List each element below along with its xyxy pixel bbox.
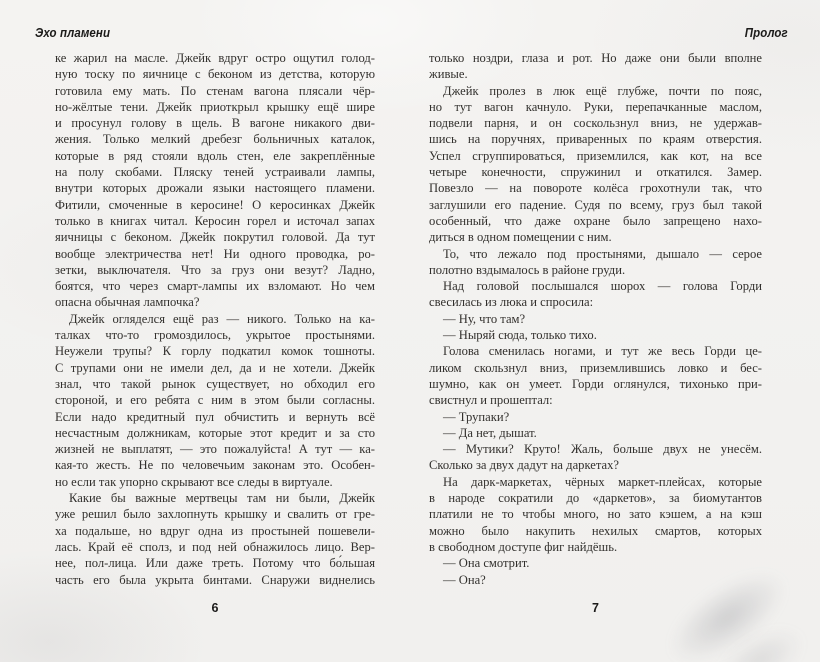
text-line: Голова сменилась ногами, и тут же весь Горди це- [443,344,762,359]
text-line: Если надо кредитный пул обчистить и вернуть всё [55,409,375,424]
text-line: внутри которых дрожали языки настоящего пламени. [55,181,375,196]
text-line: Успел сгруппироваться, приземлился, как кот, на все [429,148,762,163]
text-line: Неужели трупы? К горлу подкатил комок тошноты. [55,344,375,359]
text-line: — Ныряй сюда, только тихо. [443,328,597,343]
text-line: диться в одном помещении с ним. [429,230,612,245]
text-line: свистнул и прошептал: [429,393,553,408]
text-line: которые в ряд стояли вдоль стен, еле закреплённые [55,148,375,163]
text-line: — Мутики? Круто! Жаль, больше двух не унесём. [443,442,762,457]
text-line: можно было накупить нехилых смартов, которых [429,523,762,538]
text-line: нее, пол-лица. Или даже треть. Потому что бо́льшая [55,556,375,571]
text-line: — Да нет, дышат. [443,425,537,440]
text-line: кая-то жесть. Не по человечьим законам это. Особен- [55,458,375,473]
right-text-block [429,50,762,588]
text-line: — Она смотрит. [443,556,530,571]
left-page-number: 6 [211,601,219,615]
text-line: лась. Край её сполз, и под ней обнажилось лицо. Вер- [55,539,375,554]
text-line: ха подальше, но вдруг одна из простыней пошевели- [55,523,375,538]
text-line: но тут вагон качнуло. Руки, перепачканные маслом, [429,99,762,114]
text-line: заглушили его падение. Судя по всему, груз был такой [429,197,762,212]
text-line: в народе сократили до «даркетов», за биомутантов [429,491,762,506]
text-line: Какие бы важные мертвецы там ни были, Джейк [69,491,375,506]
text-line: То, что лежало под простынями, дышало — серое [443,246,762,261]
text-line: Повезло — на повороте колёса грохотнули так, что [429,181,762,196]
left-text-block [55,50,375,588]
text-line: шись на поручнях, приваренных по краям отверстия. [429,132,762,147]
text-line: С трупами они не имели дел, да и не хотели. Джейк [55,360,375,375]
text-line: ке жарил на масле. Джейк вдруг остро ощутил голод- [55,51,375,65]
right-running-head: Пролог [744,26,788,40]
text-line: уже решил было захлопнуть крышку и свалить от гре- [55,507,375,522]
text-line: только в книгах читал. Керосин горел и источал запах [55,213,375,228]
text-line: подвели парня, и он соскользнул вниз, не удержав- [429,116,762,131]
text-line: полотно вздымалось в районе груди. [429,262,626,277]
text-line: в свободном доступе фиг найдёшь. [429,539,618,554]
text-line: — Ну, что там? [443,311,526,326]
text-line: живые. [429,67,468,82]
text-line: платили не то чтобы много, но зато кэшем, а на кэш [429,507,762,522]
text-line: опасна обычная лампочка? [55,295,200,310]
text-line: Фитили, смоченные в керосине! О керосинках Джейк [55,197,375,212]
text-line: вообще электричества нет! Ни одного проводка, ро- [55,246,375,261]
text-line: на полу скобами. Пляску теней устраивали лампы, [55,165,375,180]
text-line: шумно, как он умеет. Горди оглянулся, тихонько при- [429,376,762,391]
text-line: особенный, что даже охране было запрещено нахо- [429,213,762,228]
text-line: знал, что такой рынок существует, но обходил его [55,376,375,391]
text-line: часть его была укрыта бинтами. Снаружи виднелись [55,572,375,587]
text-line: четыре конечности, спружинил и откатился. Замер. [429,165,762,180]
text-line: боятся, что через смарт-лампы их взломают. Но чем [55,279,375,294]
text-line: и просунул голову в щель. В вагоне никакого дви- [55,116,375,131]
text-line: Джейк огляделся ещё раз — никого. Только на ка- [69,311,375,326]
text-line: жизней не выплатят, — это пожалуйста! А тут — ка- [55,442,375,457]
text-line: Джейк пролез в люк ещё глубже, почти по пояс, [443,83,762,98]
text-line: ную тоску по яичнице с беконом из детства, которую [55,67,375,82]
text-line: талках что-то громоздилось, укрытое простынями. [55,328,375,343]
text-line: жения. Только мелкий дребезг больничных каталок, [55,132,375,147]
right-page-number: 7 [592,601,599,615]
text-line: Сколько за двух дадут на даркетах? [429,458,619,473]
text-line: готовила ему мать. По стенам вагона плясали чёр- [55,83,375,98]
text-line: — Трупаки? [443,409,510,424]
text-line: только ноздри, глаза и рот. Но даже они были вполне [429,51,762,65]
text-line: но если так упорно скрывают все следы в виртуале. [55,474,333,489]
text-line: Над головой послышался шорох — голова Горди [443,279,762,294]
text-line: свесилась из люка и спросила: [429,295,594,310]
left-running-head: Эхо пламени [35,26,111,40]
text-line: яичницы с беконом. Джейк покрутил головой. Да тут [55,230,375,245]
text-line: — Она? [443,572,486,587]
text-line: несчастным должникам, которые этот кредит и за сто [55,425,375,440]
text-line: На дарк-маркетах, чёрных маркет-плейсах, которые [443,474,762,489]
text-line: но-жёлтые тени. Джейк приоткрыл крышку ещё шире [55,99,375,114]
text-line: стороной, и его ребята с ним в этом были согласны. [55,393,375,408]
text-line: ликом скользнул вниз, приземлившись ловко и бес- [429,360,762,375]
text-line: зетки, выключателя. Что за груз они везут? Ладно, [55,262,375,277]
